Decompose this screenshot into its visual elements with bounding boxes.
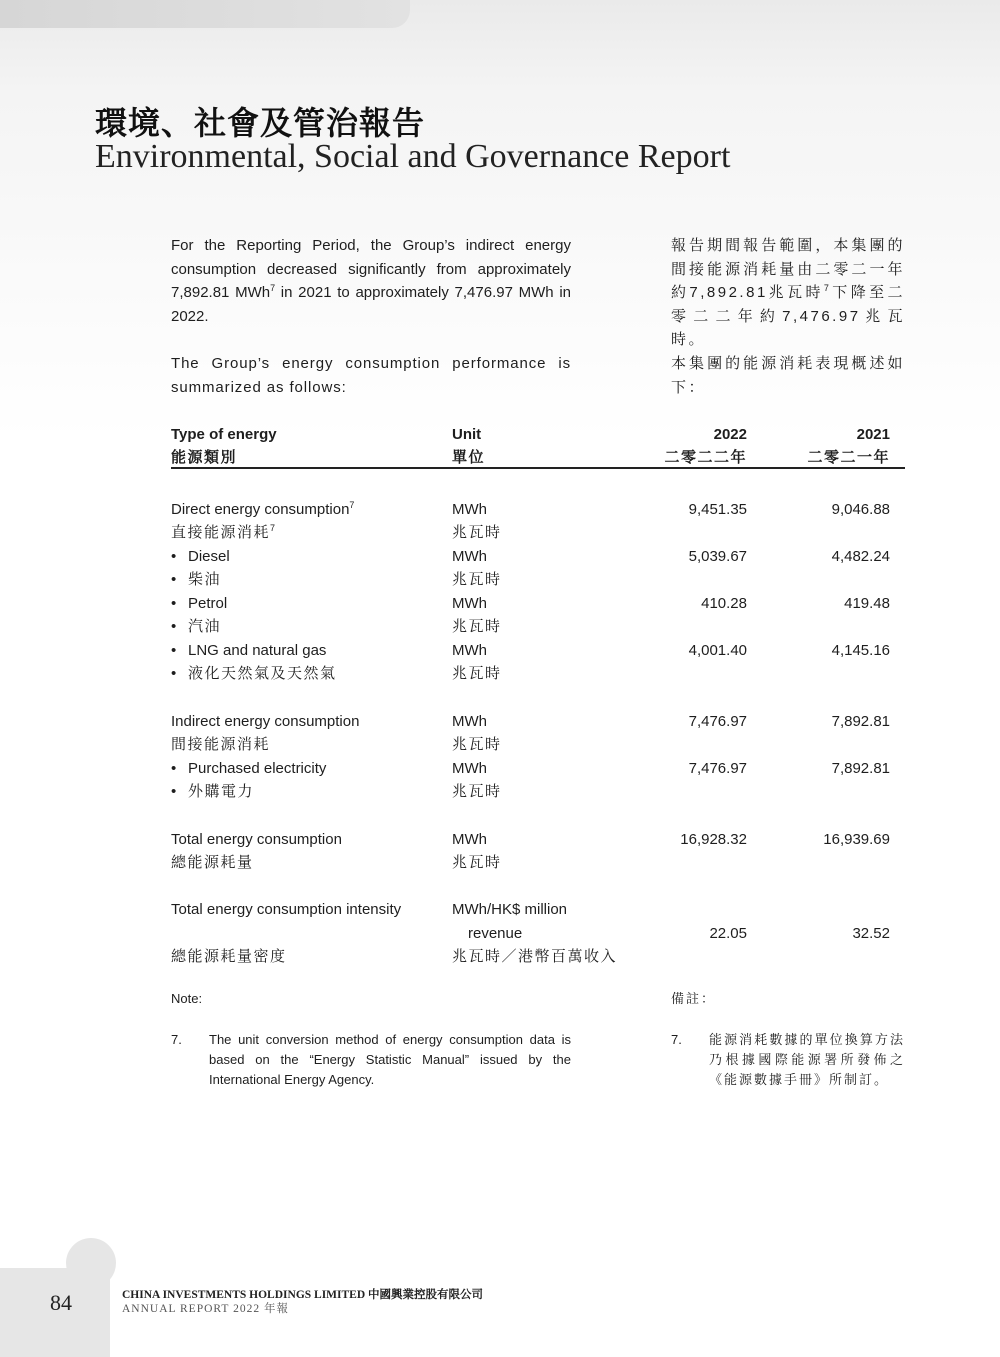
- row-petrol-label-zh: • 汽油: [171, 615, 221, 639]
- row-direct-label-zh: [171, 521, 277, 545]
- row-lng-2021: 4,145.16: [831, 642, 890, 659]
- row-lng-unit-zh: 兆瓦時: [452, 665, 502, 682]
- row-direct-2021: 9,046.88: [831, 501, 890, 518]
- row-electricity-unit-zh: 兆瓦時: [452, 783, 502, 800]
- row-petrol-label-en: • Petrol: [171, 592, 227, 616]
- row-lng-label-zh: • 液化天然氣及天然氣: [171, 662, 337, 686]
- row-direct-label-en: [171, 498, 354, 522]
- intro-text: For the Reporting Period, the Group’s indirect energy consumption decreased significantly from approximately 7,892.81 MWh: [171, 237, 571, 301]
- row-diesel-unit-zh: 兆瓦時: [452, 571, 502, 588]
- footnote-ref: 7: [270, 523, 277, 533]
- row-label: Direct energy consumption: [171, 501, 350, 518]
- intro-paragraph-2-en: The Group’s energy consumption performance is summarized as follows:: [171, 355, 571, 396]
- page-number: 84: [50, 1290, 72, 1315]
- row-diesel-2021: 4,482.24: [831, 548, 890, 565]
- row-lng-unit-en: MWh: [452, 642, 487, 659]
- page-title-en: Environmental, Social and Governance Report: [95, 138, 731, 175]
- col-header-type-zh: 能源類別: [171, 449, 238, 466]
- footnote-ref: 7: [349, 500, 355, 510]
- intro-paragraph-2-zh: 本集團的能源消耗表現概述如下：: [671, 355, 905, 396]
- row-diesel-label-en: • Diesel: [171, 545, 230, 569]
- row-lng-2022: 4,001.40: [688, 642, 747, 659]
- row-indirect-label-zh: 間接能源消耗: [171, 736, 271, 753]
- row-intensity-unit-zh: 兆瓦時／港幣百萬收入: [452, 948, 618, 965]
- row-total-unit-zh: 兆瓦時: [452, 854, 502, 871]
- row-intensity-2021: 32.52: [852, 925, 890, 942]
- footnote-ref: 7: [823, 283, 832, 293]
- table-header-rule: [171, 467, 905, 469]
- row-total-unit-en: MWh: [452, 831, 487, 848]
- row-total-2022: 16,928.32: [680, 831, 747, 848]
- intro-text: in 2021 to approximately 7,476.97 MWh in 2022.: [171, 284, 571, 325]
- col-header-unit-en: Unit: [452, 426, 482, 443]
- row-label: 直接能源消耗: [171, 524, 271, 541]
- col-header-2021-en: 2021: [856, 426, 890, 443]
- row-petrol-2021: 419.48: [844, 595, 890, 612]
- intro-text: 下降至二零二二年約7,476.97兆瓦時。: [671, 284, 905, 348]
- col-header-2022-en: 2022: [713, 426, 747, 443]
- footer-decoration: [66, 1238, 116, 1288]
- intro-text: 報告期間報告範圍，本集團的間接能源消耗量由二零二一年約7,892.81兆瓦時: [671, 237, 905, 301]
- header-decoration: [0, 0, 410, 28]
- note-7-number-en: 7.: [171, 1032, 182, 1047]
- row-indirect-label-en: Indirect energy consumption: [171, 713, 360, 730]
- footer-report: ANNUAL REPORT 2022 年報: [122, 1303, 289, 1315]
- row-total-2021: 16,939.69: [823, 831, 890, 848]
- row-petrol-unit-zh: 兆瓦時: [452, 618, 502, 635]
- row-lng-label-en: • LNG and natural gas: [171, 639, 326, 663]
- row-diesel-unit-en: MWh: [452, 548, 487, 565]
- row-petrol-unit-en: MWh: [452, 595, 487, 612]
- col-header-2022-zh: 二零二二年: [664, 449, 747, 466]
- row-electricity-2022: 7,476.97: [688, 760, 747, 777]
- note-7-number-zh: 7.: [671, 1032, 682, 1047]
- row-intensity-2022: 22.05: [709, 925, 747, 942]
- intro-paragraph-1-zh: [671, 234, 905, 352]
- row-direct-unit-zh: 兆瓦時: [452, 524, 502, 541]
- col-header-2021-zh: 二零二一年: [807, 449, 890, 466]
- col-header-type-en: Type of energy: [171, 426, 277, 443]
- row-total-label-zh: 總能源耗量: [171, 854, 254, 871]
- page-title-zh: 環境、社會及管治報告: [95, 104, 426, 142]
- row-indirect-unit-en: MWh: [452, 713, 487, 730]
- row-indirect-2021: 7,892.81: [831, 713, 890, 730]
- note-label-zh: 備註：: [671, 991, 717, 1006]
- row-total-label-en: Total energy consumption: [171, 831, 342, 848]
- row-indirect-unit-zh: 兆瓦時: [452, 736, 502, 753]
- row-intensity-unit-en-2: revenue: [468, 925, 523, 942]
- col-header-unit-zh: 單位: [452, 449, 486, 466]
- row-electricity-label-zh: • 外購電力: [171, 780, 254, 804]
- row-diesel-label-zh: • 柴油: [171, 568, 221, 592]
- row-intensity-unit-en-1: MWh/HK$ million: [452, 901, 568, 918]
- note-label-en: Note:: [171, 991, 203, 1006]
- row-intensity-label-en: Total energy consumption intensity: [171, 901, 402, 918]
- row-direct-unit-en: MWh: [452, 501, 487, 518]
- row-petrol-2022: 410.28: [701, 595, 747, 612]
- row-electricity-2021: 7,892.81: [831, 760, 890, 777]
- row-diesel-2022: 5,039.67: [688, 548, 747, 565]
- intro-paragraph-1-en: [171, 234, 571, 328]
- row-electricity-label-en: • Purchased electricity: [171, 757, 326, 781]
- row-indirect-2022: 7,476.97: [688, 713, 747, 730]
- row-electricity-unit-en: MWh: [452, 760, 487, 777]
- row-direct-2022: 9,451.35: [688, 501, 747, 518]
- footer-company: CHINA INVESTMENTS HOLDINGS LIMITED 中國興業控股有限公司: [122, 1289, 484, 1301]
- footnote-ref: 7: [270, 283, 276, 293]
- note-7-text-zh: 能源消耗數據的單位換算方法乃根據國際能源署所發佈之《能源數據手冊》所制訂。: [709, 1032, 905, 1087]
- note-7-text-en: The unit conversion method of energy consumption data is based on the “Energy Statistic Manual” issued by the International Energy Agency.: [209, 1032, 571, 1087]
- row-intensity-label-zh: 總能源耗量密度: [171, 948, 287, 965]
